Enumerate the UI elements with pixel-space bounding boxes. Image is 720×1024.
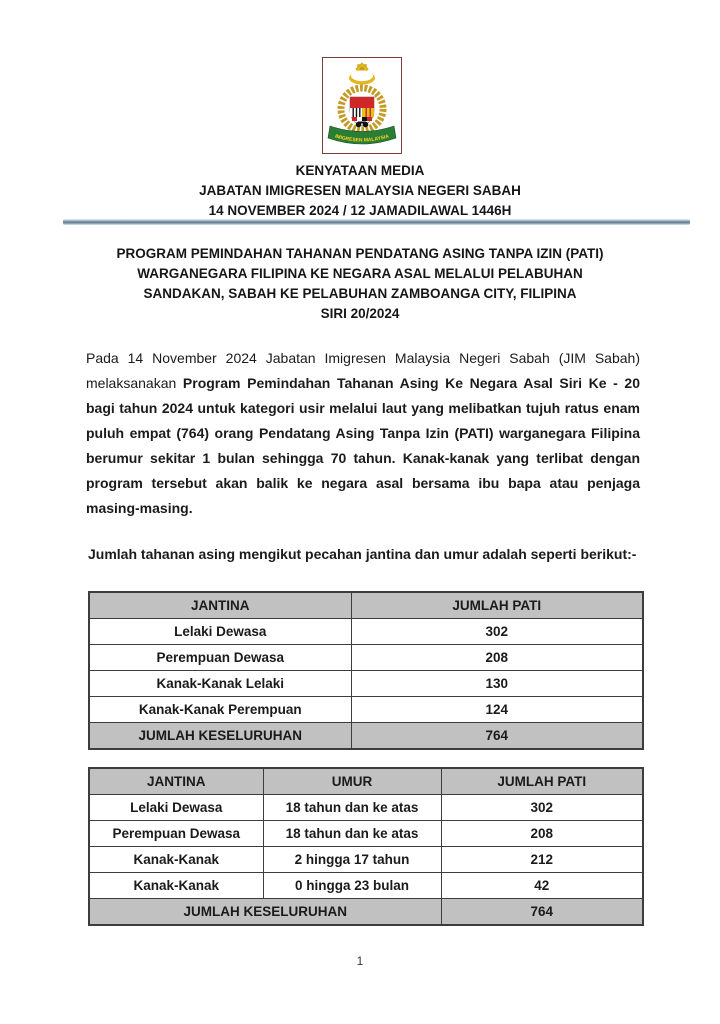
gender-breakdown-table (88, 591, 644, 750)
table-row (89, 821, 643, 847)
statement-date: 14 NOVEMBER 2024 / 12 JAMADILAWAL 1446H (208, 203, 512, 218)
cell-age: 2 hingga 17 tahun (263, 847, 441, 873)
column-header-jumlah-pati: JUMLAH PATI (441, 768, 643, 795)
total-value: 764 (441, 899, 643, 926)
table-row (89, 619, 643, 645)
total-value: 764 (351, 723, 643, 750)
cell-label: Kanak-Kanak (89, 873, 263, 899)
age-breakdown-table (88, 767, 644, 926)
cell-label: Kanak-Kanak (89, 847, 263, 873)
ribbon-banner-text: IMIGRESEN MALAYSIA (334, 133, 390, 144)
cell-label: Kanak-Kanak Lelaki (89, 671, 351, 697)
column-header-jumlah-pati: JUMLAH PATI (351, 592, 643, 619)
paragraph-bold-text: Program Pemindahan Tahanan Asing Ke Negara Asal Siri Ke - 20 bagi tahun 2024 untuk kategori usir melalui laut yang melibatkan tujuh ratus enam puluh empat (764) orang Pendatang Asing Tanpa Izin (PATI) warganegara Filipina berumur sekitar 1 bulan sehingga 70 tahun. Kanak-kanak yang terlibat dengan program tersebut akan balik ke negara asal bersama ibu bapa atau penjaga masing-masing. (86, 375, 640, 516)
tables-intro-line: Jumlah tahanan asing mengikut pecahan jantina dan umur adalah seperti berikut:- (88, 546, 637, 562)
letterhead (0, 161, 720, 221)
paragraph-regular-text: Pada 14 November 2024 Jabatan Imigresen Malaysia Negeri Sabah (JIM Sabah) melaksanakan (86, 350, 640, 391)
cell-value: 302 (441, 795, 643, 821)
cell-value: 130 (351, 671, 643, 697)
table-row (89, 697, 643, 723)
cell-label: Kanak-Kanak Perempuan (89, 697, 351, 723)
press-statement-label: KENYATAAN MEDIA (295, 163, 425, 178)
title-line-3: SANDAKAN, SABAH KE PELABUHAN ZAMBOANGA CITY, FILIPINA (143, 286, 577, 301)
cell-value: 124 (351, 697, 643, 723)
cell-value: 42 (441, 873, 643, 899)
table-header-row (89, 592, 643, 619)
cell-value: 208 (441, 821, 643, 847)
cell-label: Perempuan Dewasa (89, 821, 263, 847)
total-label: JUMLAH KESELURUHAN (89, 899, 441, 926)
table-row (89, 645, 643, 671)
total-row (89, 899, 643, 926)
cell-age: 18 tahun dan ke atas (263, 821, 441, 847)
column-header-jantina: JANTINA (89, 768, 263, 795)
crest-svg (322, 57, 402, 154)
department-name: JABATAN IMIGRESEN MALAYSIA NEGERI SABAH (199, 183, 521, 198)
cell-label: Lelaki Dewasa (89, 619, 351, 645)
document-title (60, 244, 660, 324)
header-divider-rule (63, 219, 690, 225)
cell-age: 0 hingga 23 bulan (263, 873, 441, 899)
title-line-2: WARGANEGARA FILIPINA KE NEGARA ASAL MELALUI PELABUHAN (137, 266, 583, 281)
cell-value: 302 (351, 619, 643, 645)
table-row (89, 671, 643, 697)
cell-label: Lelaki Dewasa (89, 795, 263, 821)
total-label: JUMLAH KESELURUHAN (89, 723, 351, 750)
cell-label: Perempuan Dewasa (89, 645, 351, 671)
total-row (89, 723, 643, 750)
table-row (89, 795, 643, 821)
cell-age: 18 tahun dan ke atas (263, 795, 441, 821)
page-number: 1 (356, 956, 364, 968)
table-row (89, 847, 643, 873)
title-line-1: PROGRAM PEMINDAHAN TAHANAN PENDATANG ASING TANPA IZIN (PATI) (116, 246, 604, 261)
title-line-4: SIRI 20/2024 (320, 306, 400, 321)
column-header-jantina: JANTINA (89, 592, 351, 619)
cell-value: 208 (351, 645, 643, 671)
table-row (89, 873, 643, 899)
column-header-umur: UMUR (263, 768, 441, 795)
imigresen-malaysia-crest-logo (322, 57, 402, 154)
table-header-row (89, 768, 643, 795)
cell-value: 212 (441, 847, 643, 873)
body-paragraph (86, 346, 640, 521)
